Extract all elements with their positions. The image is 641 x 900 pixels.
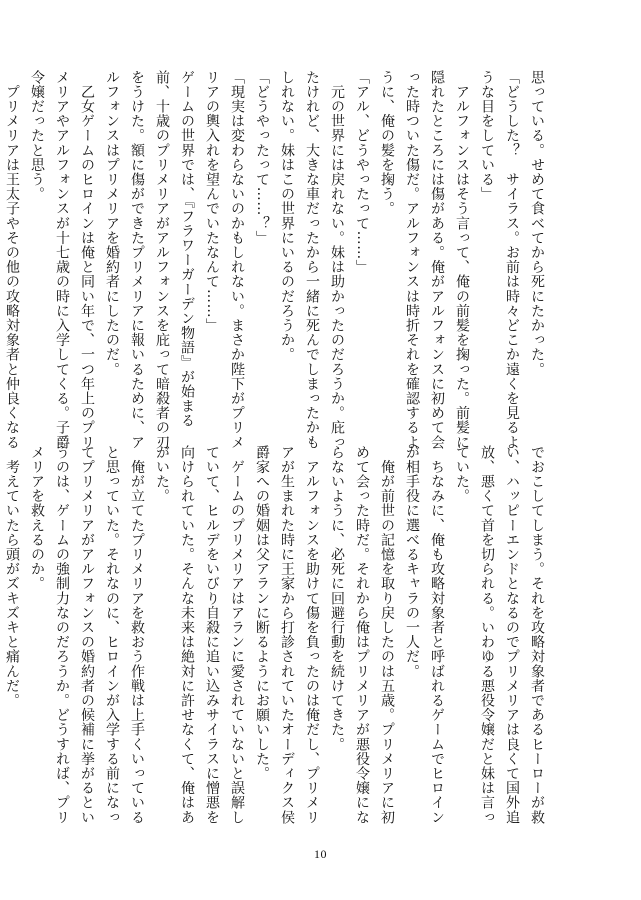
text-line: い、ハッピーエンドとなるのでプリメリアは良くて国外追 [504, 445, 520, 825]
text-line: アルフォンスはそう言って、俺の前髪を掬った。前髪に [454, 70, 470, 450]
text-line: てプリメリアがアルフォンスの婚約者の候補に挙がるとい [79, 445, 95, 825]
text-line: ていた。 [454, 445, 470, 504]
text-line: うのは、ゲームの強制力なのだろうか。どうすれば、プリ [54, 445, 70, 825]
text-line: 向けられていた。そんな未来は絶対に許せなくて、俺はあ [179, 445, 195, 825]
text-line: ゲームの世界では、『フラワーガーデン物語』が始まる [179, 70, 195, 428]
text-line: プリメリアは王太子やその他の攻略対象者と仲良くなる [4, 70, 20, 450]
text-line: 俺が立てたプリメリアを救おう作戦は上手くいっている [129, 445, 145, 825]
text-line: 「アル、どうやったって……」 [354, 70, 370, 275]
text-line: が相手役に選べるキャラの一人だ。 [404, 445, 420, 679]
text-line: らないように、必死に回避行動を続けてきた。 [329, 445, 345, 752]
text-line: ていて、ヒルデをいびり自殺に追い込みサイラスに憎悪を [204, 445, 220, 825]
text-line: 「どうやったって……？」 [254, 70, 270, 246]
text-line: アルフォンスを助けて傷を負ったのは俺だし、プリメリ [304, 445, 320, 825]
text-line: 元の世界には戻れない。妹は助かったのだろうか。庇っ [329, 70, 345, 450]
text-line: メリアやアルフォンスが十七歳の時に入学してくる。子爵 [54, 70, 70, 450]
text-line: ゲームのプリメリアはアランに愛されていないと誤解し [229, 445, 245, 825]
text-line: をうけた。額に傷ができたプリメリアに報いるために、ア [129, 70, 145, 450]
text-line: ちなみに、俺も攻略対象者と呼ばれるゲームでヒロイン [429, 445, 445, 825]
text-line: 令嬢だったと思う。 [29, 70, 45, 202]
text-line: 放、悪くて首を切られる。いわゆる悪役令嬢だと妹は言っ [479, 445, 495, 825]
text-line: 考えていたら頭がズキズキと痛んだ。 [4, 445, 20, 708]
text-line: リアの輿入れを望んでいたなんて……」 [204, 70, 220, 333]
text-line: 乙女ゲームのヒロインは俺と同い年で、一つ年上のプリ [79, 70, 95, 450]
text-line: った時ついた傷だ。アルフォンスは時折それを確認するよ [404, 70, 420, 450]
text-line: うな目をしている」 [479, 70, 495, 202]
text-line: 「どうした？ サイラス。お前は時々どこか遠くを見るよ [504, 70, 520, 450]
page-number: 10 [314, 847, 327, 861]
text-line: うに、俺の髪を掬う。 [379, 70, 395, 216]
bottom-text-block [0, 445, 549, 825]
text-line: めて会った時だ。それから俺はプリメリアが悪役令嬢にな [354, 445, 370, 825]
text-line: たけれど、大きな車だったから一緒に死んでしまったかも [304, 70, 320, 450]
text-line: 俺が前世の記憶を取り戻したのは五歳。プリメリアに初 [379, 445, 395, 825]
text-line: でおこしてしまう。それを攻略対象者であるヒーローが救 [529, 445, 545, 825]
text-line: 隠れたところには傷がある。俺がアルフォンスに初めて会 [429, 70, 445, 450]
text-line: ルフォンスはプリメリアを婚約者にしたのだ。 [104, 70, 120, 377]
text-line: がいた。 [154, 445, 170, 504]
text-line: メリアを救えるのか。 [29, 445, 45, 591]
top-text-block [0, 70, 549, 450]
text-line: 爵家への婚姻は父アランに断るようにお願いした。 [254, 445, 270, 781]
text-line: アが生まれた時に王家から打診されていたオーディクス侯 [279, 445, 295, 825]
text-line: 思っている。せめて食べてから死にたかった。 [529, 70, 545, 377]
text-line: 「現実は変わらないのかもしれない。まさか陛下がプリメ [229, 70, 245, 450]
text-line: 前、十歳のプリメリアがアルフォンスを庇って暗殺者の刃 [154, 70, 170, 450]
text-line: と思っていた。それなのに、ヒロインが入学する前になっ [104, 445, 120, 825]
text-line: しれない。妹はこの世界にいるのだろうか。 [279, 70, 295, 362]
